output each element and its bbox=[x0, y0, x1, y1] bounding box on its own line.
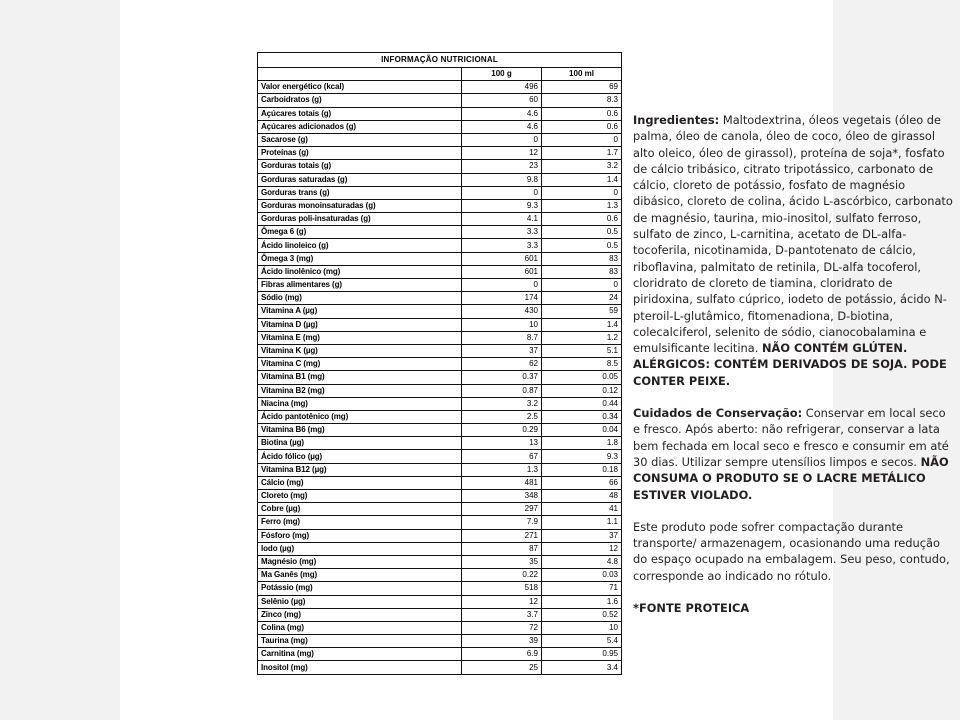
storage-paragraph bbox=[633, 405, 953, 503]
value-per-100g: 6.9 bbox=[462, 648, 542, 661]
nutrient-label: Açúcares totais (g) bbox=[258, 107, 462, 120]
value-per-100ml: 48 bbox=[542, 490, 622, 503]
value-per-100g: 1.3 bbox=[462, 463, 542, 476]
value-per-100ml: 5.4 bbox=[542, 635, 622, 648]
table-title-row bbox=[258, 53, 622, 68]
nutrient-label: Carnitina (mg) bbox=[258, 648, 462, 661]
compaction-paragraph: Este produto pode sofrer compactação durante transporte/ armazenagem, ocasionando uma redução do espaço ocupado na embalagem. Seu peso, contudo, corresponde ao indicado no rótulo. bbox=[633, 519, 950, 583]
table-row bbox=[258, 635, 622, 648]
value-per-100ml: 59 bbox=[542, 305, 622, 318]
value-per-100g: 25 bbox=[462, 661, 542, 674]
nutrient-label: Valor energético (kcal) bbox=[258, 81, 462, 94]
table-row bbox=[258, 279, 622, 292]
table-row bbox=[258, 120, 622, 133]
nutrient-label: Ácido linoleico (g) bbox=[258, 239, 462, 252]
nutrient-label: Vitamina B6 (mg) bbox=[258, 424, 462, 437]
value-per-100ml: 3.2 bbox=[542, 160, 622, 173]
table-row bbox=[258, 173, 622, 186]
table-row bbox=[258, 410, 622, 423]
nutrient-label: Biotina (µg) bbox=[258, 437, 462, 450]
value-per-100g: 348 bbox=[462, 490, 542, 503]
table-row bbox=[258, 516, 622, 529]
value-per-100ml: 1.1 bbox=[542, 516, 622, 529]
table-row bbox=[258, 371, 622, 384]
table-row bbox=[258, 81, 622, 94]
table-row bbox=[258, 582, 622, 595]
value-per-100g: 481 bbox=[462, 476, 542, 489]
column-header-nutrient bbox=[258, 68, 462, 81]
nutrient-label: Magnésio (mg) bbox=[258, 555, 462, 568]
table-row bbox=[258, 147, 622, 160]
value-per-100ml: 5.1 bbox=[542, 344, 622, 357]
nutrient-label: Ômega 3 (mg) bbox=[258, 252, 462, 265]
nutrient-label: Cálcio (mg) bbox=[258, 476, 462, 489]
value-per-100ml: 83 bbox=[542, 252, 622, 265]
table-row bbox=[258, 476, 622, 489]
value-per-100g: 62 bbox=[462, 358, 542, 371]
value-per-100g: 12 bbox=[462, 147, 542, 160]
value-per-100g: 35 bbox=[462, 555, 542, 568]
storage-text: Conservar em local seco e fresco. Após aberto: não refrigerar, conservar a lata bem fechada em local seco e fresco e consumir em até 30 dias. Utilizar sempre utensílios limpos e secos. bbox=[633, 406, 949, 469]
ingredients-label: Ingredientes: bbox=[633, 113, 720, 127]
table-row bbox=[258, 239, 622, 252]
value-per-100ml: 9.3 bbox=[542, 450, 622, 463]
table-row bbox=[258, 331, 622, 344]
value-per-100ml: 1.6 bbox=[542, 595, 622, 608]
value-per-100g: 9.3 bbox=[462, 199, 542, 212]
value-per-100ml: 0.5 bbox=[542, 239, 622, 252]
table-row bbox=[258, 160, 622, 173]
storage-label: Cuidados de Conservação: bbox=[633, 406, 803, 421]
value-per-100g: 0.29 bbox=[462, 424, 542, 437]
value-per-100ml: 0.5 bbox=[542, 226, 622, 239]
value-per-100ml: 1.4 bbox=[542, 318, 622, 331]
nutrient-label: Vitamina E (mg) bbox=[258, 331, 462, 344]
value-per-100g: 37 bbox=[462, 344, 542, 357]
value-per-100g: 271 bbox=[462, 529, 542, 542]
table-column-header-row bbox=[258, 68, 622, 81]
value-per-100g: 174 bbox=[462, 292, 542, 305]
table-row bbox=[258, 252, 622, 265]
content-panel bbox=[120, 0, 953, 720]
nutrient-label: Taurina (mg) bbox=[258, 635, 462, 648]
value-per-100ml: 0 bbox=[542, 279, 622, 292]
nutrient-label: Sacarose (g) bbox=[258, 133, 462, 146]
value-per-100g: 72 bbox=[462, 621, 542, 634]
value-per-100ml: 0.05 bbox=[542, 371, 622, 384]
value-per-100ml: 37 bbox=[542, 529, 622, 542]
ingredients-text: Maltodextrina, óleos vegetais (óleo de palma, óleo de canola, óleo de coco, óleo de girassol alto oleico, óleo de girassol), proteína de soja*, fosfato de cálcio tribásico, citrato tripotássico, carbonato de cálcio, cloreto de potássio, fosfato de magnésio dibásico, cloreto de colina, ácido L-ascórbico, carbonato de magnésio, taurina, mio-inositol, sulfato ferroso, sulfato de zinco, L-carnitina, acetato de DL-alfa- tocoferila, nicotinamida, D-pantotenato de cálcio, riboflavina, palmitato de retinila, DL-alfa tocoferol, cloridrato de cloreto de tiamina, cloridrato de piridoxina, sulfato cúprico, iodeto de potássio, ácido N-pteroil-L-glutâmico, fitomenadiona, D-biotina, colecalciferol, selenito de sódio, cianocobalamina e emulsificante lecitina. bbox=[633, 113, 953, 356]
nutrient-label: Ômega 6 (g) bbox=[258, 226, 462, 239]
nutrient-label: Iodo (µg) bbox=[258, 542, 462, 555]
nutrient-label: Fibras alimentares (g) bbox=[258, 279, 462, 292]
nutrient-label: Zinco (mg) bbox=[258, 608, 462, 621]
value-per-100g: 297 bbox=[462, 503, 542, 516]
paragraph-spacer bbox=[633, 389, 953, 405]
seal-warning: NÃO CONSUMA O PRODUTO SE O LACRE METÁLICO ESTIVER VIOLADO. bbox=[633, 454, 949, 502]
table-row bbox=[258, 358, 622, 371]
table-row bbox=[258, 94, 622, 107]
value-per-100g: 0.37 bbox=[462, 371, 542, 384]
nutrition-facts-table bbox=[257, 52, 622, 675]
value-per-100g: 3.7 bbox=[462, 608, 542, 621]
value-per-100g: 7.9 bbox=[462, 516, 542, 529]
nutrient-label: Açúcares adicionados (g) bbox=[258, 120, 462, 133]
nutrient-label: Selênio (µg) bbox=[258, 595, 462, 608]
table-row bbox=[258, 226, 622, 239]
table-row bbox=[258, 463, 622, 476]
value-per-100ml: 0.03 bbox=[542, 569, 622, 582]
table-row bbox=[258, 344, 622, 357]
value-per-100g: 0 bbox=[462, 186, 542, 199]
table-row bbox=[258, 186, 622, 199]
value-per-100ml: 1.3 bbox=[542, 199, 622, 212]
value-per-100g: 0.22 bbox=[462, 569, 542, 582]
nutrient-label: Potássio (mg) bbox=[258, 582, 462, 595]
table-row bbox=[258, 384, 622, 397]
nutrient-label: Vitamina B12 (µg) bbox=[258, 463, 462, 476]
value-per-100g: 3.2 bbox=[462, 397, 542, 410]
value-per-100g: 518 bbox=[462, 582, 542, 595]
value-per-100ml: 4.8 bbox=[542, 555, 622, 568]
value-per-100g: 3.3 bbox=[462, 239, 542, 252]
value-per-100g: 9.8 bbox=[462, 173, 542, 186]
value-per-100g: 8.7 bbox=[462, 331, 542, 344]
nutrient-label: Gorduras trans (g) bbox=[258, 186, 462, 199]
nutrient-label: Vitamina A (µg) bbox=[258, 305, 462, 318]
value-per-100g: 496 bbox=[462, 81, 542, 94]
product-information-column bbox=[633, 112, 953, 616]
nutrient-label: Niacina (mg) bbox=[258, 397, 462, 410]
table-row bbox=[258, 107, 622, 120]
table-row bbox=[258, 608, 622, 621]
value-per-100g: 60 bbox=[462, 94, 542, 107]
value-per-100g: 39 bbox=[462, 635, 542, 648]
value-per-100ml: 0.44 bbox=[542, 397, 622, 410]
protein-source-footnote: *FONTE PROTEICA bbox=[633, 601, 750, 616]
value-per-100ml: 8.3 bbox=[542, 94, 622, 107]
nutrient-label: Gorduras monoinsaturadas (g) bbox=[258, 199, 462, 212]
value-per-100ml: 0.34 bbox=[542, 410, 622, 423]
value-per-100ml: 41 bbox=[542, 503, 622, 516]
value-per-100ml: 0.04 bbox=[542, 424, 622, 437]
table-row bbox=[258, 213, 622, 226]
nutrient-label: Vitamina B2 (mg) bbox=[258, 384, 462, 397]
value-per-100g: 0 bbox=[462, 279, 542, 292]
value-per-100g: 0.87 bbox=[462, 384, 542, 397]
value-per-100ml: 0.18 bbox=[542, 463, 622, 476]
value-per-100g: 4.6 bbox=[462, 107, 542, 120]
table-row bbox=[258, 661, 622, 674]
table-row bbox=[258, 503, 622, 516]
table-row bbox=[258, 292, 622, 305]
value-per-100ml: 0.12 bbox=[542, 384, 622, 397]
nutrient-label: Cobre (µg) bbox=[258, 503, 462, 516]
nutrient-label: Carboidratos (g) bbox=[258, 94, 462, 107]
nutrient-label: Vitamina C (mg) bbox=[258, 358, 462, 371]
table-row bbox=[258, 621, 622, 634]
value-per-100ml: 8.5 bbox=[542, 358, 622, 371]
table-row bbox=[258, 318, 622, 331]
value-per-100g: 13 bbox=[462, 437, 542, 450]
value-per-100g: 12 bbox=[462, 595, 542, 608]
value-per-100ml: 69 bbox=[542, 81, 622, 94]
table-title: INFORMAÇÃO NUTRICIONAL bbox=[258, 53, 622, 68]
value-per-100g: 3.3 bbox=[462, 226, 542, 239]
value-per-100ml: 83 bbox=[542, 265, 622, 278]
value-per-100ml: 0 bbox=[542, 186, 622, 199]
nutrient-label: Inositol (mg) bbox=[258, 661, 462, 674]
value-per-100ml: 71 bbox=[542, 582, 622, 595]
ingredients-paragraph bbox=[633, 112, 953, 389]
value-per-100g: 23 bbox=[462, 160, 542, 173]
table-header bbox=[258, 53, 622, 81]
value-per-100ml: 0 bbox=[542, 133, 622, 146]
table-row bbox=[258, 648, 622, 661]
value-per-100g: 4.1 bbox=[462, 213, 542, 226]
column-header-per-100ml: 100 ml bbox=[542, 68, 622, 81]
value-per-100ml: 12 bbox=[542, 542, 622, 555]
nutrient-label: Ma Ganês (mg) bbox=[258, 569, 462, 582]
value-per-100g: 0 bbox=[462, 133, 542, 146]
nutrient-label: Vitamina D (µg) bbox=[258, 318, 462, 331]
nutrient-label: Gorduras totais (g) bbox=[258, 160, 462, 173]
nutrient-label: Sódio (mg) bbox=[258, 292, 462, 305]
value-per-100ml: 0.6 bbox=[542, 213, 622, 226]
table-row bbox=[258, 424, 622, 437]
nutrient-label: Vitamina B1 (mg) bbox=[258, 371, 462, 384]
column-header-per-100g: 100 g bbox=[462, 68, 542, 81]
nutrient-label: Proteínas (g) bbox=[258, 147, 462, 160]
table-row bbox=[258, 133, 622, 146]
table-row bbox=[258, 595, 622, 608]
value-per-100ml: 1.4 bbox=[542, 173, 622, 186]
table-row bbox=[258, 569, 622, 582]
value-per-100g: 87 bbox=[462, 542, 542, 555]
value-per-100g: 10 bbox=[462, 318, 542, 331]
paragraph-spacer bbox=[633, 584, 953, 600]
nutrient-label: Ácido linolênico (mg) bbox=[258, 265, 462, 278]
nutrient-label: Cloreto (mg) bbox=[258, 490, 462, 503]
value-per-100g: 2.5 bbox=[462, 410, 542, 423]
table-row bbox=[258, 529, 622, 542]
value-per-100ml: 0.6 bbox=[542, 107, 622, 120]
table-row bbox=[258, 437, 622, 450]
nutrient-label: Gorduras poli-insaturadas (g) bbox=[258, 213, 462, 226]
value-per-100g: 430 bbox=[462, 305, 542, 318]
value-per-100ml: 1.8 bbox=[542, 437, 622, 450]
table-row bbox=[258, 450, 622, 463]
value-per-100g: 67 bbox=[462, 450, 542, 463]
value-per-100ml: 24 bbox=[542, 292, 622, 305]
paragraph-spacer bbox=[633, 503, 953, 519]
nutrient-label: Vitamina K (µg) bbox=[258, 344, 462, 357]
allergen-warning: NÃO CONTÉM GLÚTEN. ALÉRGICOS: CONTÉM DERIVADOS DE SOJA. PODE CONTER PEIXE. bbox=[633, 341, 947, 388]
table-row bbox=[258, 397, 622, 410]
table-row bbox=[258, 305, 622, 318]
table-row bbox=[258, 542, 622, 555]
table-row bbox=[258, 555, 622, 568]
nutrient-label: Ácido fólico (µg) bbox=[258, 450, 462, 463]
value-per-100ml: 0.52 bbox=[542, 608, 622, 621]
value-per-100ml: 10 bbox=[542, 621, 622, 634]
value-per-100ml: 1.7 bbox=[542, 147, 622, 160]
value-per-100ml: 1.2 bbox=[542, 331, 622, 344]
value-per-100ml: 0.95 bbox=[542, 648, 622, 661]
table-row bbox=[258, 490, 622, 503]
nutrient-label: Colina (mg) bbox=[258, 621, 462, 634]
value-per-100ml: 0.6 bbox=[542, 120, 622, 133]
nutrient-label: Ácido pantotênico (mg) bbox=[258, 410, 462, 423]
value-per-100ml: 3.4 bbox=[542, 661, 622, 674]
value-per-100g: 601 bbox=[462, 252, 542, 265]
table-row bbox=[258, 265, 622, 278]
value-per-100g: 601 bbox=[462, 265, 542, 278]
table-row bbox=[258, 199, 622, 212]
nutrient-label: Ferro (mg) bbox=[258, 516, 462, 529]
nutrient-label: Gorduras saturadas (g) bbox=[258, 173, 462, 186]
value-per-100ml: 66 bbox=[542, 476, 622, 489]
value-per-100g: 4.6 bbox=[462, 120, 542, 133]
nutrient-label: Fósforo (mg) bbox=[258, 529, 462, 542]
nutrition-rows bbox=[258, 81, 622, 674]
